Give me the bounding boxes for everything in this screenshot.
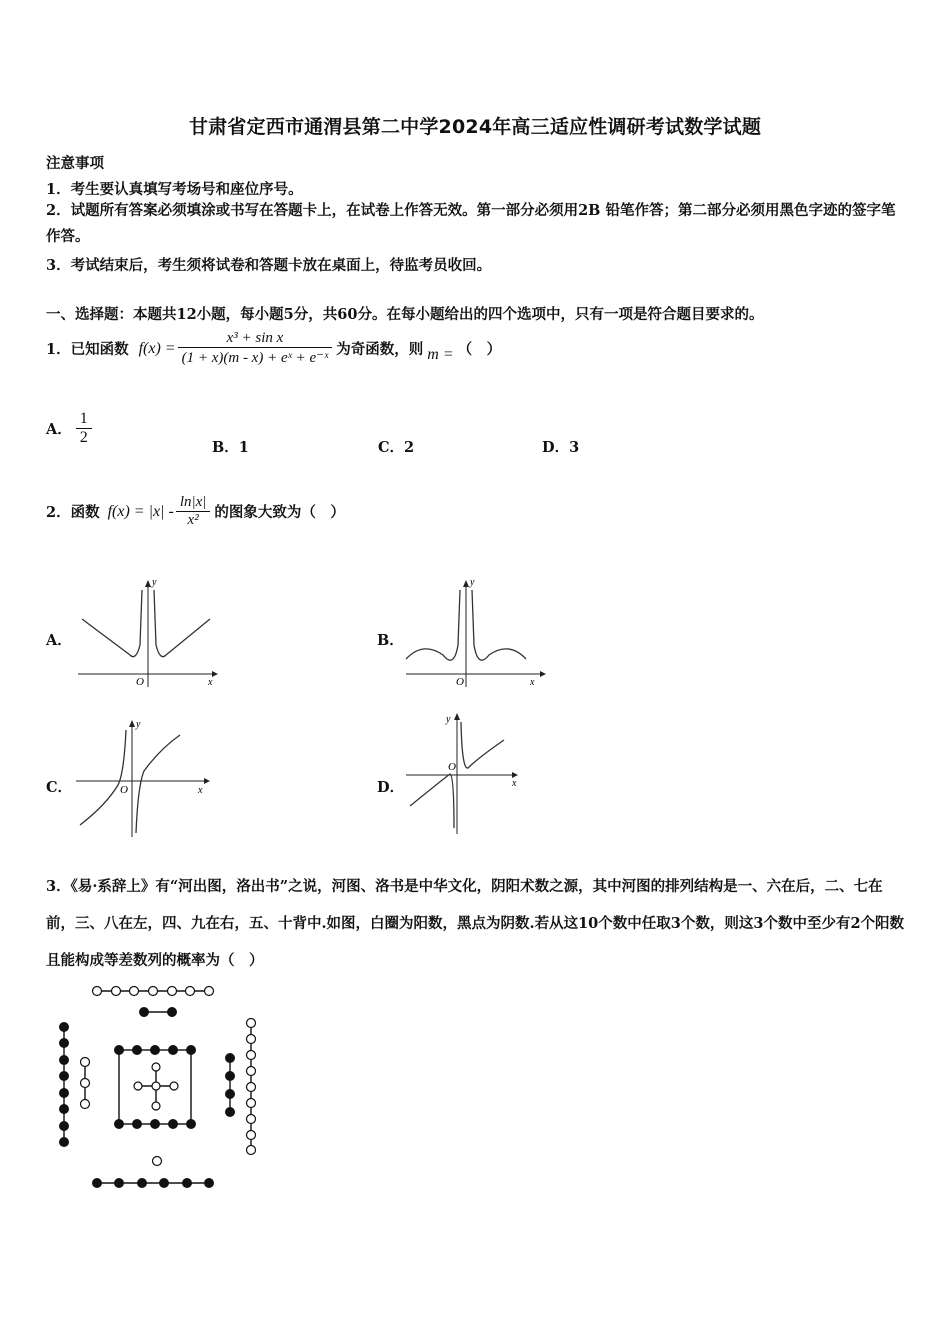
q1-option-a[interactable] xyxy=(46,410,92,447)
q1-option-a-label: A． xyxy=(46,421,72,438)
x-label: x xyxy=(208,677,213,688)
q1-fraction xyxy=(178,330,333,367)
question-2 xyxy=(46,494,345,529)
q2-option-a[interactable]: A． xyxy=(46,632,72,649)
q2-denominator: x² xyxy=(187,512,199,528)
q2-suffix: 的图象大致为（ ） xyxy=(214,504,345,521)
q2-option-c[interactable]: C． xyxy=(46,779,73,796)
q2-numerator: ln|x| xyxy=(176,494,211,512)
question-3: 3．《易·系辞上》有“河出图，洛出书”之说，河图、洛书是中华文化，阴阳术数之源，其中河图的排列结构是一、六在后，二、七在前，三、八在左，四、九在右，五、十背中.如图，白圈为阳数，黑点为阴数.若从这10个数中任取3个数，则这3个数中至少有2个阳数且能构成等差数列的概率为（ ） xyxy=(46,878,905,969)
q1-option-a-fraction xyxy=(76,410,92,447)
x-label: x xyxy=(530,677,535,688)
q1-variable: m = xyxy=(427,345,454,363)
y-label: y xyxy=(446,714,451,725)
q2-fraction xyxy=(176,494,211,529)
page-title: 甘肃省定西市通渭县第二中学2024年高三适应性调研考试数学试题 xyxy=(188,116,762,138)
q1-option-b[interactable]: B．1 xyxy=(212,439,249,456)
q1-denominator: (1 + x)(m - x) + eˣ + e⁻ˣ xyxy=(181,350,329,366)
notice-item-3: 3．考试结束后，考生须将试卷和答题卡放在桌面上，待监考员收回。 xyxy=(46,257,492,274)
y-label: y xyxy=(152,577,157,588)
origin-label: O xyxy=(136,676,144,688)
q2-option-d[interactable]: D． xyxy=(377,779,405,796)
x-label: x xyxy=(512,778,517,789)
origin-label: O xyxy=(120,784,128,796)
q1-prefix: 1．已知函数 xyxy=(46,341,129,358)
hetu-diagram xyxy=(48,980,268,1195)
notice-heading: 注意事项 xyxy=(46,155,104,172)
q1-option-d[interactable]: D．3 xyxy=(542,439,580,456)
notice-item-2: 2．试题所有答案必须填涂或书写在答题卡上，在试卷上作答无效。第一部分必须用2B 铅笔作答；第二部分必须用黑色字迹的签字笔作答。 xyxy=(46,202,896,245)
q1-option-a-num: 1 xyxy=(76,410,92,429)
q1-suffix: 为奇函数，则 xyxy=(336,341,424,358)
q2-prefix: 2．函数 xyxy=(46,504,100,521)
q2-graph-d xyxy=(402,710,527,835)
origin-label: O xyxy=(448,761,456,773)
q1-numerator: x³ + sin x xyxy=(178,330,333,348)
q1-paren: （ ） xyxy=(457,341,502,358)
origin-label: O xyxy=(456,676,464,688)
q2-graph-a xyxy=(70,575,220,690)
q2-graph-b xyxy=(398,575,548,690)
q2-option-b[interactable]: B． xyxy=(377,632,404,649)
q1-function-lhs: f(x) = xyxy=(138,339,176,357)
q1-option-a-den: 2 xyxy=(79,429,88,446)
notice-item-1: 1．考生要认真填写考场号和座位序号。 xyxy=(46,181,303,198)
q2-graph-c xyxy=(70,715,220,840)
y-label: y xyxy=(136,719,141,730)
section-heading: 一、选择题：本题共12小题，每小题5分，共60分。在每小题给出的四个选项中，只有一项是符合题目要求的。 xyxy=(46,306,764,323)
question-1 xyxy=(46,330,501,367)
x-label: x xyxy=(198,785,203,796)
q1-option-c[interactable]: C．2 xyxy=(378,439,415,456)
q2-function-lhs: f(x) = |x| - xyxy=(107,502,174,520)
y-label: y xyxy=(470,577,475,588)
